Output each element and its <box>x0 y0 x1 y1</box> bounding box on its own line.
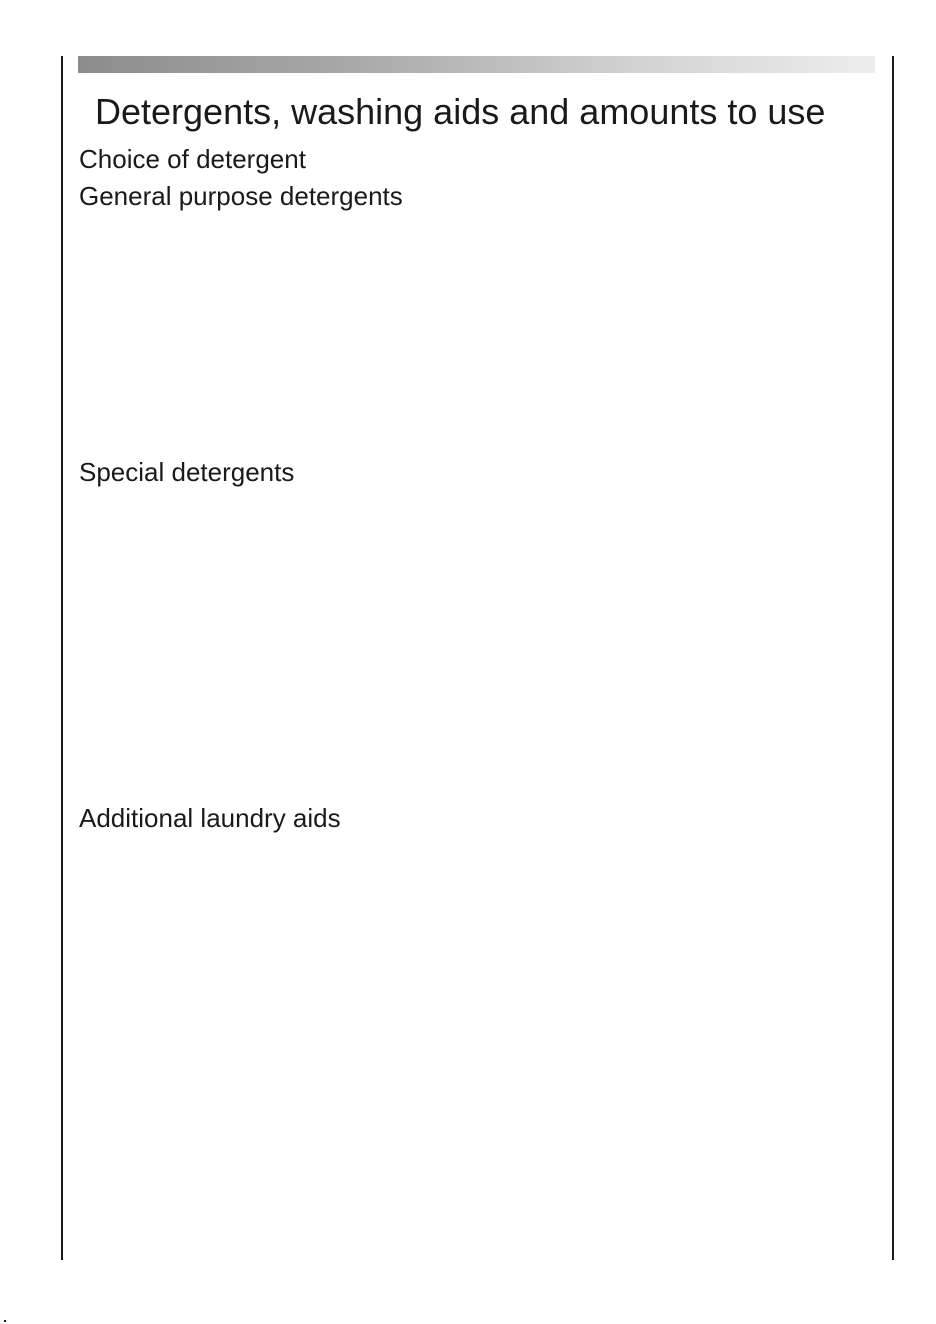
corner-mark <box>4 1320 6 1322</box>
heading-additional-laundry-aids: Additional laundry aids <box>79 803 341 833</box>
heading-special-detergents: Special detergents <box>79 457 295 487</box>
heading-choice-of-detergent: Choice of detergent <box>79 144 306 174</box>
page-title: Detergents, washing aids and amounts to use <box>95 91 826 132</box>
header-gradient-band <box>78 56 875 73</box>
heading-general-purpose-detergents: General purpose detergents <box>79 181 403 211</box>
right-margin-rule <box>892 56 894 1260</box>
left-margin-rule <box>61 56 63 1260</box>
